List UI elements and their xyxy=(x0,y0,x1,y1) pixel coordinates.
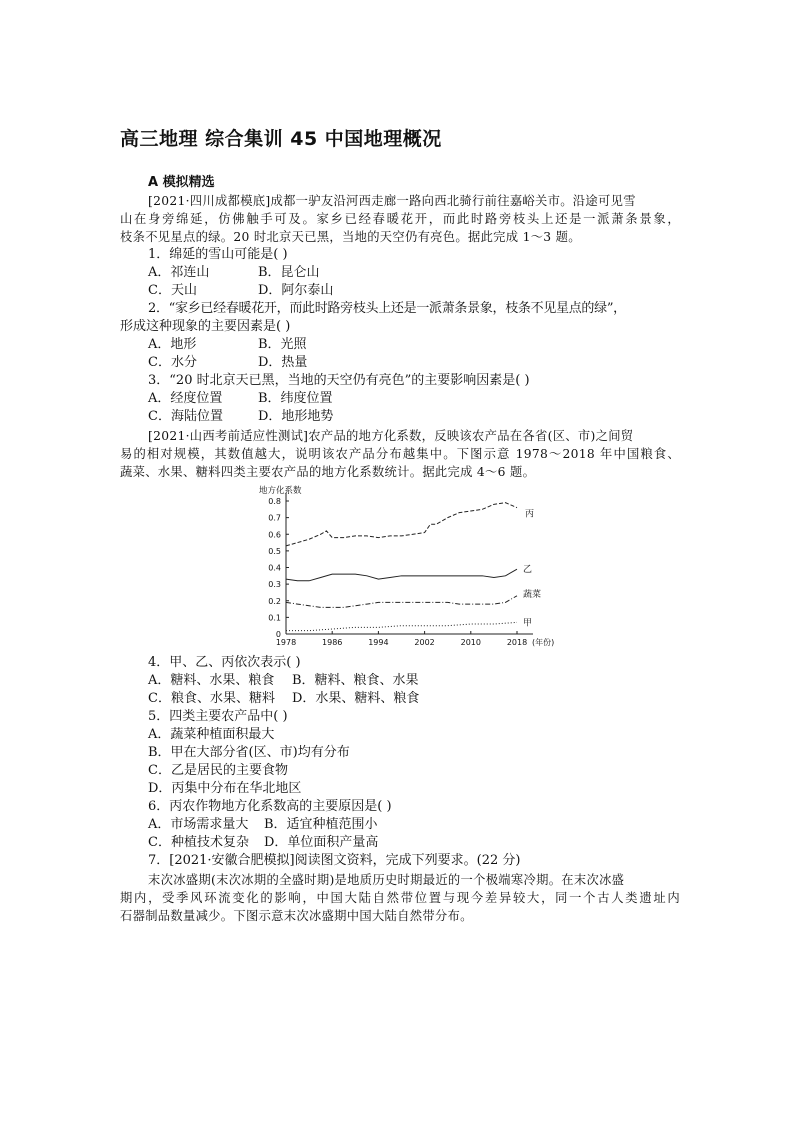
y-tick-label: 0.3 xyxy=(268,580,281,590)
passage2-line1: [2021·山西考前适应性测试]农产品的地方化系数，反映该农产品在各省(区、市)之间贸 xyxy=(148,429,634,443)
x-tick-label: 2002 xyxy=(414,638,435,647)
series-line-甲 xyxy=(286,622,517,630)
y-tick-label: 0.6 xyxy=(268,530,281,540)
question2-stem-line1: 2．“家乡已经春暖花开，而此时路旁枝头上还是一派萧条景象，枝条不见星点的绿”， xyxy=(148,301,626,316)
q5-option-b[interactable]: B．甲在大部分省(区、市)均有分布 xyxy=(148,745,350,760)
passage1-line2: 山在身旁绵延，仿佛触手可及。家乡已经春暖花开，而此时路旁枝头上还是一派萧条景象， xyxy=(120,212,680,226)
x-tick-label: 2010 xyxy=(460,638,481,647)
passage1-line3: 枝条不见星点的绿。20 时北京天已黑，当地的天空仍有亮色。据此完成 1～3 题。 xyxy=(120,230,581,244)
q2-option-d[interactable]: D．热量 xyxy=(258,355,308,370)
q5-option-c[interactable]: C．乙是居民的主要食物 xyxy=(148,763,288,778)
q4-option-c[interactable]: C．粮食、水果、糖料 xyxy=(148,691,275,706)
y-tick-label: 0.4 xyxy=(268,563,281,573)
series-line-乙 xyxy=(286,569,517,581)
q5-option-a[interactable]: A．蔬菜种植面积最大 xyxy=(148,727,275,742)
x-tick-label: 1978 xyxy=(275,638,297,647)
question6-stem: 6．丙农作物地方化系数高的主要原因是( ) xyxy=(148,799,392,814)
q2-option-a[interactable]: A．地形 xyxy=(148,337,197,352)
q1-option-b[interactable]: B．昆仑山 xyxy=(258,265,320,280)
series-label-甲: 甲 xyxy=(523,618,533,629)
series-line-丙 xyxy=(286,503,517,546)
question5-stem: 5．四类主要农产品中( ) xyxy=(148,709,288,724)
question1-stem: 1．绵延的雪山可能是( ) xyxy=(148,247,288,262)
localization-coefficient-chart xyxy=(255,482,595,652)
x-tick-label: 2018 xyxy=(506,638,528,647)
q5-option-d[interactable]: D．丙集中分布在华北地区 xyxy=(148,781,302,796)
x-tick-label: 1994 xyxy=(368,638,389,647)
q4-option-b[interactable]: B．糖料、粮食、水果 xyxy=(292,673,419,688)
passage3-line1: 末次冰盛期(末次冰期的全盛时期)是地质历史时期最近的一个极端寒冷期。在末次冰盛 xyxy=(148,873,625,887)
passage3-line3: 石器制品数量减少。下图示意末次冰盛期中国大陆自然带分布。 xyxy=(120,909,473,923)
passage2-line3: 蔬菜、水果、糖料四类主要农产品的地方化系数统计。据此完成 4～6 题。 xyxy=(120,465,536,479)
y-tick-label: 0.7 xyxy=(268,513,281,523)
q6-option-c[interactable]: C．种植技术复杂 xyxy=(148,835,249,850)
q3-option-c[interactable]: C．海陆位置 xyxy=(148,409,223,424)
q3-option-a[interactable]: A．经度位置 xyxy=(148,391,223,406)
q3-option-d[interactable]: D．地形地势 xyxy=(258,409,334,424)
q1-option-c[interactable]: C．天山 xyxy=(148,283,197,298)
question7-stem: 7．[2021·安徽合肥模拟]阅读图文资料，完成下列要求。(22 分) xyxy=(148,853,521,868)
q6-option-d[interactable]: D．单位面积产量高 xyxy=(264,835,379,850)
y-axis-label: 地方化系数 xyxy=(259,486,302,496)
y-tick-label: 0 xyxy=(275,630,281,639)
q2-option-b[interactable]: B．光照 xyxy=(258,337,307,352)
page-title: 高三地理 综合集训 45 中国地理概况 xyxy=(120,128,442,150)
y-tick-label: 0.8 xyxy=(268,497,281,506)
series-line-蔬菜 xyxy=(286,596,517,608)
q6-option-a[interactable]: A．市场需求量大 xyxy=(148,817,249,832)
x-axis-label: (年份) xyxy=(532,638,555,647)
y-tick-label: 0.5 xyxy=(268,546,281,556)
passage3-line2: 期内，受季风环流变化的影响，中国大陆自然带位置与现今差异较大，同一个古人类遗址内 xyxy=(120,891,680,905)
q6-option-b[interactable]: B．适宜种植范围小 xyxy=(264,817,378,832)
question3-stem: 3．“20 时北京天已黑，当地的天空仍有亮色”的主要影响因素是( ) xyxy=(148,373,530,388)
q4-option-d[interactable]: D．水果、糖料、粮食 xyxy=(292,691,420,706)
series-label-蔬菜: 蔬菜 xyxy=(523,589,542,600)
x-tick-label: 1986 xyxy=(322,638,343,647)
section-heading: A 模拟精选 xyxy=(148,175,215,190)
y-tick-label: 0.2 xyxy=(268,596,281,606)
question2-stem-line2: 形成这种现象的主要因素是( ) xyxy=(120,319,291,334)
series-label-丙: 丙 xyxy=(525,509,535,520)
q1-option-a[interactable]: A．祁连山 xyxy=(148,265,210,280)
y-tick-label: 0.1 xyxy=(268,613,281,623)
q4-option-a[interactable]: A．糖料、水果、粮食 xyxy=(148,673,275,688)
q1-option-d[interactable]: D．阿尔泰山 xyxy=(258,283,334,298)
q3-option-b[interactable]: B．纬度位置 xyxy=(258,391,333,406)
passage2-line2: 易的相对规模，其数值越大，说明该农产品分布越集中。下图示意 1978～2018 年中国粮食、 xyxy=(120,447,680,461)
passage1-line1: [2021·四川成都模底]成都一驴友沿河西走廊一路向西北骑行前往嘉峪关市。沿途可见雪 xyxy=(148,194,636,208)
question4-stem: 4．甲、乙、丙依次表示( ) xyxy=(148,655,301,670)
series-label-乙: 乙 xyxy=(523,565,533,576)
q2-option-c[interactable]: C．水分 xyxy=(148,355,197,370)
